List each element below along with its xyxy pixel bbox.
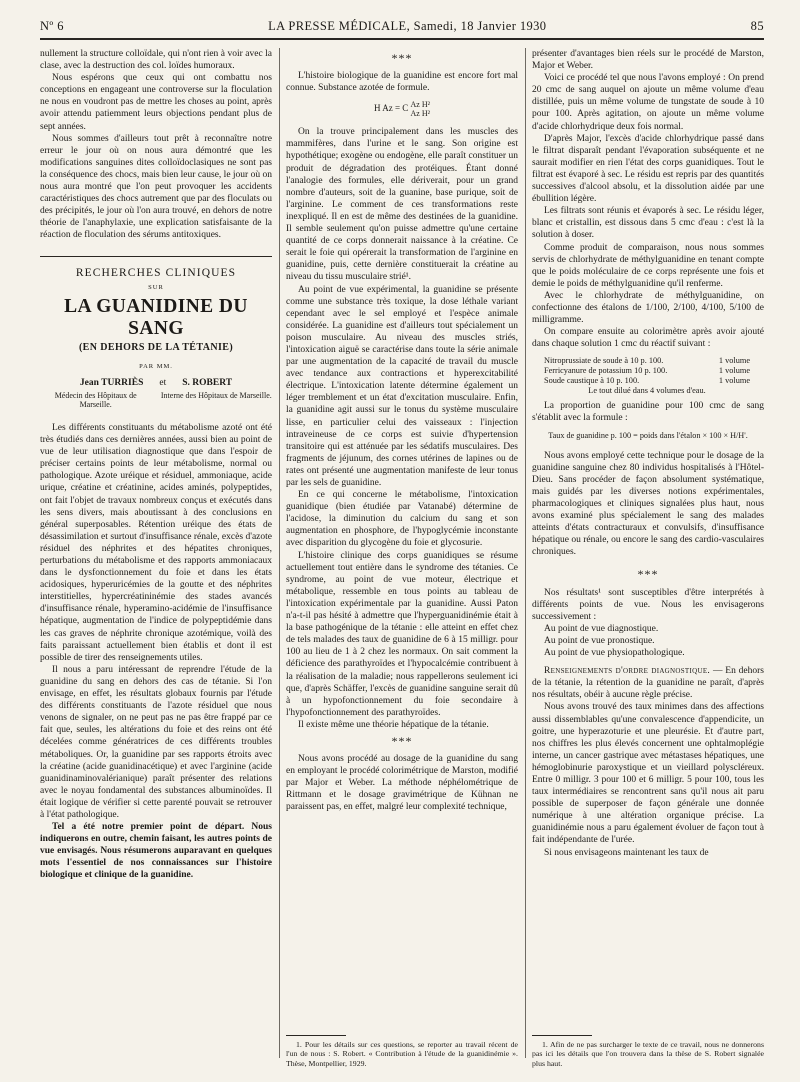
footnote-block — [286, 1025, 518, 1069]
paragraph: Il existe même une théorie hépatique de la tétanie. — [298, 719, 489, 730]
page-number: 85 — [750, 19, 764, 33]
section-label: RECHERCHES CLINIQUES — [75, 266, 237, 279]
affiliations — [40, 391, 272, 410]
reagent-qty: 1 volume — [718, 356, 750, 366]
section-divider — [40, 256, 272, 257]
paragraph: Nous avons employé cette technique pour le dosage de la guanidine sanguine chez 80 individus hospitalisés à l'Hôtel-Dieu. Sans procéder de façon absolument systématique, mais guidés par les diverses notions expérimentales, pharmacologiques et cliniques signalées plus haut, nous avons examiné plus spécialement le sang des malades atteints d'états contracturaux et convulsifs, d'insuffisance hépatique ou rénale, ou encore le sang des cardio-vasculaires chroniques. — [532, 450, 764, 558]
paragraph: présenter d'avantages bien réels sur le procédé de Marston, Major et Weber. — [532, 49, 764, 72]
column-rule — [279, 48, 280, 1058]
footnote-rule — [286, 1035, 346, 1036]
issue-number: Nº 6 — [40, 19, 64, 33]
paragraph: La proportion de guanidine pour 100 cmc de sang s'établit avec la formule : — [532, 401, 764, 424]
reagent-qty: 1 volume — [718, 376, 750, 386]
list-item: Au point de vue pronostique. — [544, 635, 655, 646]
paragraph: Au point de vue expérimental, la guanidine se présente comme une substance très toxique, la dose léthale variant cependant avec le sel employé et l'espèce animale considérée. La guanidine est d'ailleurs tout spécialement un poison musculaire. Au niveau des muscles striés, l'intoxication aiguë se caractérise dans toute la série animale par une augmentation de la capacité de travail du muscle avec tendance aux contractions et hyperexcitabilité électrique. L'intoxication latente détermine également un léger tremblement et un état d'excitation musculaire. Enfin, la guanidine agit aussi sur le tonus du système musculaire lisse, en particulier celui des vaisseaux : l'injection intraveineuse de ce corps est suivie d'hypertension transitoire qui est atténuée par les sédatifs musculaires. Des fragments de jéjunum, des cornes utérines de lapines ou de rates ont présenté une augmentation manifeste de leur tonus par les sels de guanidine. — [286, 284, 518, 488]
paragraph: D'après Major, l'excès d'acide chlorhydrique passé dans le filtrat disparaît pendant l'évaporation subséquente et ne saurait modifier en rien l'état des corps guanidiques. Tout le filtrat est évaporé à sec. Le résidu est repris par des quantités successives d'alcool absolu, et la dissolution aidée par une ébullition légère. — [532, 133, 764, 205]
running-header — [40, 12, 764, 34]
reagent-row — [544, 356, 764, 366]
paragraph: Voici ce procédé tel que nous l'avons employé : On prend 20 cmc de sang auquel on ajoute un même volume d'eau distillée, puis un même volume de tungstate de soude à 10 pour 100. Après agitation, on ajoute un même volume d'acide chlorhydrique deux fois normal. — [532, 73, 764, 132]
paragraph: En ce qui concerne le métabolisme, l'intoxication guanidique (bien étudiée par Vatanabé) détermine de l'acidose, la diminution du calcium du sang et son augmentation en phosphore, de l'hypoglycémie inconstante avec disparition du glycogène du foie et glycosurie. — [286, 490, 518, 549]
article-subtitle: (EN DEHORS DE LA TÉTANIE) — [78, 341, 234, 353]
paragraph: Avec le chlorhydrate de méthylguanidine, on confectionne des étalons de 1/100, 2/100, 4/100, 5/100 de milligramme. — [532, 290, 764, 326]
reagent-qty: 1 volume — [718, 366, 750, 376]
footnote: 1. Pour les détails sur ces questions, se reporter au travail récent de l'un de nous : S. Robert. « Contribution à l'étude de la guanidinémie ». Thèse, Montpellier, 1929. — [286, 1039, 518, 1068]
column-1 — [40, 48, 272, 1068]
paragraph: L'histoire clinique des corps guanidiques se résume actuellement tout entière dans le syndrome des tétanies. Ce syndrome, au point de vue moteur, électrique et métabolique, ressemble en tous points au tableau de l'intoxication expérimentale par la guanidine. Aussi Paton n'a-t-il pas hésité à admettre que l'hyperguanidinémie était à la base pathogénique de la tétanie : elle atteint en effet chez de tels malades des taux de guanidine de 6 à 15 milligr. pour 100 au lieu de 1 à 2 chez les normaux. On sait comment la déficience des parathyroïdes et l'hypocalcémie contribuent à la réalisation de la maladie; nous rappellerons seulement ici que, d'après Schäffer, l'excès de guanidine sanguine serait dû à un hypofonctionnement du foie secondaire à l'hypofonctionnement des parathyroïdes. — [286, 550, 518, 718]
reagent-total: Le tout dilué dans 4 volumes d'eau. — [588, 386, 706, 396]
author-affiliation: Interne des Hôpitaux de Marseille. — [160, 390, 272, 400]
header-rule — [40, 38, 764, 40]
asterism: *** — [391, 51, 413, 65]
paragraph: nullement la structure colloïdale, qui n'ont rien à voir avec la clase, avec la destruction des col. loïdes humoraux. — [40, 49, 272, 72]
paragraph: L'histoire biologique de la guanidine est encore fort mal connue. Substance azotée de formule. — [286, 71, 518, 94]
paragraph: Il nous a paru intéressant de reprendre l'étude de la guanidine du sang en dehors des cas de tétanie. Si l'on envisage, en effet, les résultats globaux fournis par l'étude des différents constituants de l'azote résiduel que nous venons de signaler, on ne peut pas ne pas être frappé par ce fait que, seules, les altérations du foie et des reins ont été décelées comme génératrices de ces différents troubles métaboliques. Or, la guanidine par ses rapports étroits avec la créatine (acide guanidinacétique) et avec l'arginine (acide guanidinaminovalérianique) paraît présenter des relations avec le noyau fondamental des substances albuminoïdes. Il était logique de vérifier si cette parenté pouvait se retrouver à l'état pathologique. — [40, 664, 272, 820]
chemical-formula — [286, 100, 518, 118]
author-name: S. ROBERT — [182, 377, 233, 388]
paragraph: Comme produit de comparaison, nous nous sommes servis de chlorhydrate de méthylguanidine en tenant compte que le poids moléculaire de ce corps représente une fois et demie le poids de méthylguanidine qu'il renferme. — [532, 242, 764, 289]
column-2 — [286, 48, 518, 1068]
authors — [40, 377, 272, 389]
asterism: *** — [391, 733, 413, 748]
column-rule — [525, 48, 526, 1058]
paragraph: Les différents constituants du métabolisme azoté ont été très étudiés dans ces dernières années, aussi bien au point de vue de leur utilisation diagnostique que dans l'espoir de préciser certains points de leur métabolisme, normal ou pathologique. Azote uréique et résiduel, ammoniaque, acide urique, créatine et créatinine, acides aminés, polypeptides, ont fait l'objet de travaux nombreux conçus et exécutés dans les sens divers, mais aboutissant à des conclusions en général superposables. Rétention uréique des états de désassimilation et surtout d'insuffisance rénale, excès d'azote résiduel des néphrites et des hépatites chroniques, perturbations du métabolisme et des rapports ammoniacaux dans le dysfonctionnement du foie et dans les états acidosiques, hyperuricémies de la goutte et des néphrites interstitielles, hypercréatininémie des stades avancés d'insuffisance rénale, hyperamino-acidémie de l'insuffisance hépatique, augmentation de l'indice de polypeptidémie dans les cas graves de néphrite chronique azotémique, voilà des faits paraissant actuellement bien établis et dont il est possible de tirer des renseignements utiles. — [40, 422, 272, 663]
paragraph: Nous avons trouvé des taux minimes dans des affections aussi dissemblables qu'une convalescence d'appendicite, un goitre, une hyperazoturie et une pleurésie. Et d'autre part, nos chiffres les plus élevés concernent une ophtalmoplégie interne, un cancer gastrique avec métastases hépatiques, une hémoglobinurie paroxystique et un vieillard polyscléreux. Entre 0 milligr. 3 pour 100 et 6 milligr. 5 pour 100, tous les taux intermédiaires se rencontrent sans qu'il nous ait paru possible de superposer de façon générale une donnée numérique à une altération organique précise. La guanidinémie nous a paru également évoluer de façon tout à fait indépendante de l'urée. — [532, 702, 764, 846]
reagent-row — [544, 366, 764, 376]
article-title: LA GUANIDINE DU SANG — [64, 295, 248, 339]
reagent-row — [544, 376, 764, 386]
paragraph: Les filtrats sont réunis et évaporés à sec. Le résidu léger, blanc et cristallin, est dissous dans 5 cmc d'eau : c'est là la solution à doser. — [532, 206, 764, 241]
footnote-rule — [532, 1035, 592, 1036]
author-affiliation: Médecin des Hôpitaux de Marseille. — [54, 390, 137, 410]
formula-top: Az H² — [410, 100, 431, 110]
column-3 — [532, 48, 764, 1068]
guanidine-equation: Taux de guanidine p. 100 = poids dans l'étalon × 100 × H/H'. — [548, 430, 748, 440]
footnote-block — [532, 1025, 764, 1069]
reagent-name: Ferricyanure de potassium 10 p. 100. — [544, 366, 668, 376]
formula-left: H Az = C — [373, 103, 409, 114]
list-item: Au point de vue diagnostique. — [544, 623, 659, 634]
reagent-list — [544, 356, 764, 396]
paragraph: Si nous envisageons maintenant les taux de — [544, 847, 709, 858]
paragraph: On la trouve principalement dans les muscles des mammifères, dans l'urine et le sang. Son origine est hypothétique; exogène ou endogène, elle paraît constituer un produit de dégradation des protéiques. Étant donné l'analogie des formules, elle dériverait, pour un grand nombre d'auteurs, soit de la guanine, base purique, soit de l'arginine. Le comment de ces transformations reste inexpliqué. Il en est de même des destinées de la guanidine. Il semble seulement qu'on puisse admettre qu'une certaine quantité de ce corps donnerait naissance à la créatine. Ce serait le foie qui opérerait la transformation de l'arginine en guanidine, puis, cette dernière constituerait la créatine au niveau du tissu musculaire strié¹. — [286, 127, 518, 283]
paragraph: On compare ensuite au colorimètre après avoir ajouté dans chaque solution 1 cmc du réactif suivant : — [532, 327, 764, 350]
subsection-heading: Renseignements d'ordre diagnostique. — [544, 666, 711, 677]
byline-par: PAR MM. — [139, 362, 173, 370]
asterism: *** — [637, 567, 659, 582]
paragraph: Nos résultats¹ sont susceptibles d'être interprétés à différents points de vue. Nous les envisagerons successivement : — [532, 587, 764, 622]
paragraph: Nous sommes d'ailleurs tout prêt à reconnaître notre erreur le jour où on nous aura démontré que les modifications sanguines dites colloïdoclasiques ne sont pas la conséquence des chocs, mais bien leur cause, le jour où on nous aura montré que l'on peut provoquer les accidents caractéristiques des chocs autrement que par des floculats ou des précipités, le jour où l'on aura trouvé, en dehors de notre théorie de l'anaphylaxie, une explication satisfaisante de la réaction de floculation des sérums antitoxiques. — [40, 133, 272, 241]
paragraph: Nous espérons que ceux qui ont combattu nos conceptions en engageant une controverse sur la floculation ne nous en voudront pas de mettre les choses au point, après avoir attendu patiemment leurs objections pendant plus de sept années. — [40, 73, 272, 132]
paragraph-text: — En dehors de la tétanie, la rétention de la guanidine ne paraît, d'après nos résultats, obéir à aucune règle précise. — [532, 666, 764, 701]
reagent-name: Soude caustique à 10 p. 100. — [544, 376, 640, 386]
article-heading — [40, 267, 272, 410]
author-name: Jean TURRIÈS — [79, 377, 144, 388]
footnote: 1. Afin de ne pas surcharger le texte de ce travail, nous ne donnerons pas ici les détails que l'on trouvera dans la thèse de S. Robert signalée plus haut. — [532, 1039, 764, 1068]
reagent-name: Nitroprussiate de soude à 10 p. 100. — [544, 356, 664, 366]
list-item: Au point de vue physiopathologique. — [544, 648, 685, 659]
formula-bottom: Az H² — [410, 109, 431, 119]
author-conjunction: et — [159, 377, 167, 388]
paragraph — [532, 665, 764, 701]
viewpoint-list — [532, 623, 764, 659]
paragraph: Tel a été notre premier point de départ. Nous indiquerons en outre, chemin faisant, les autres points de vue envisagés. Nous résumerons auparavant en quelques mots l'essentiel de nos connaissances sur l'histoire biologique et clinique de la guanidine. — [40, 822, 272, 881]
running-title: LA PRESSE MÉDICALE, Samedi, 18 Janvier 1930 — [268, 19, 547, 33]
section-sur: SUR — [148, 283, 164, 291]
paragraph: Nous avons procédé au dosage de la guanidine du sang en employant le procédé colorimétrique de Marston, modifié par Major et Weber. La méthode néphélométrique de Rittmann et le dosage gravimétrique de Kühnan ne paraissent pas, en effet, malgré leur complexité technique, — [286, 754, 518, 813]
formula-branches — [411, 100, 431, 118]
